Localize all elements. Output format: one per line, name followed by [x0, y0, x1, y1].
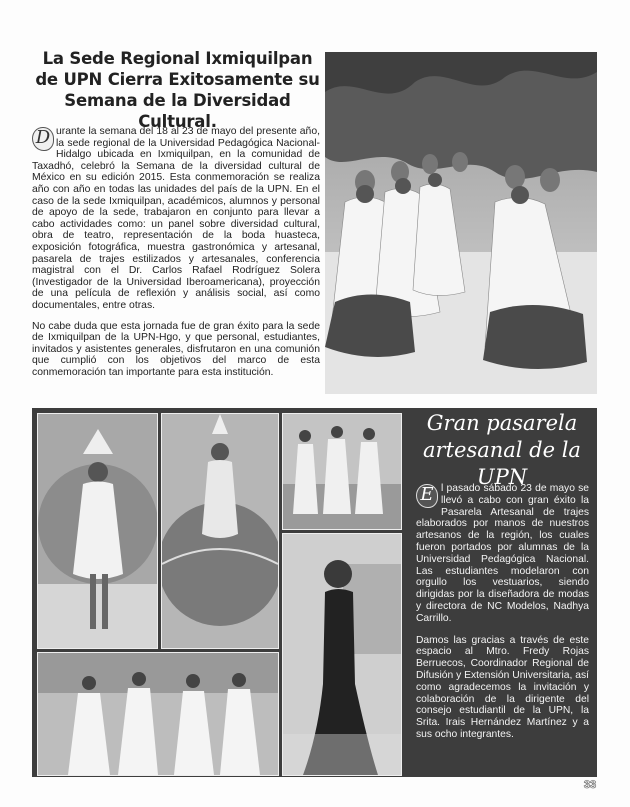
- pasarela-dropcap: E: [416, 484, 438, 508]
- page-number: 33: [583, 779, 597, 791]
- article-dropcap: D: [32, 127, 54, 151]
- article-paragraph-2: No cabe duda que esta jornada fue de gran éxito para la sede de Ixmiquilpan de la UPN-Hgo, y que personal, estudiantes, invitados y asistentes generales, disfrutaron en una comunión que cumplió con los objetivos del marco de esta conmemoración tan importante para esta institución.: [32, 320, 320, 378]
- top-article-section: [0, 0, 630, 400]
- pasarela-body: [416, 483, 589, 751]
- pasarela-paragraph-1: [416, 483, 589, 625]
- pasarela-title: Gran pasarela artesanal de la UPN: [423, 411, 581, 489]
- pasarela-paragraph-2: Damos las gracias a través de este espacio al Mtro. Fredy Rojas Berruecos, Coordinador Regional de Difusión y Extensión Universitaria, así como agradecemos la invitación y colaboración de la dirigente del consejo estudiantil de la UPN, la Srita. Irais Hernández Martínez y a sus ocho integrantes.: [416, 634, 589, 740]
- model-black-gown-photo: [282, 533, 402, 776]
- article-body: [32, 126, 320, 387]
- pasarela-paragraph-1-text: l pasado sábado 23 de mayo se llevó a cabo con gran éxito la Pasarela Artesanal de trajes elaborados por manos de nuestros artesanos de la región, los cuales fueron portados por alumnas de la Universidad Pedagógica Nacional. Las estudiantes modelaron con orgullo los vestuarios, siendo dirigidas por la diseñadora de modas y directora de NC Modelos, Nadhya Carrillo.: [416, 483, 589, 624]
- group-models-photo: [282, 413, 402, 530]
- article-paragraph-1: [32, 126, 320, 312]
- model-globe-photo: [161, 413, 279, 649]
- models-white-dresses-photo: [37, 652, 279, 776]
- article-paragraph-1-text: urante la semana del 18 al 23 de mayo del presente año, la sede regional de la Universidad Pedagógica Nacional-Hidalgo ubicada en Ixmiquilpan, en la comunidad de Taxadhó, celebró la Semana de la diversidad cultural de México en su edición 2015. Esta conmemoración se realiza año con año en todas las unidades del país de la UPN. En el caso de la sede Ixmiquilpan, académicos, alumnos y personal de apoyo de la sede, trabajaron en conjunto para llevar a cabo actividades como: un panel sobre diversidad cultural, obra de teatro, representación de la boda huasteca, exposición fotográfica, muestra gastronómica y artesanal, pasarela de trajes estilizados y artesanales, conferencia magistral con el Dr. Carlos Rafael Rodríguez Solera (Investigador de la Universidad Iberoamericana), proyección de una película de reflexión y análisis social, así como documentales, entre otras.: [32, 126, 320, 311]
- model-headdress-photo: [37, 413, 158, 649]
- dancers-photo: [325, 52, 597, 394]
- article-headline: La Sede Regional Ixmiquilpan de UPN Cierra Exitosamente su Semana de la Diversidad Cultural.: [35, 49, 320, 131]
